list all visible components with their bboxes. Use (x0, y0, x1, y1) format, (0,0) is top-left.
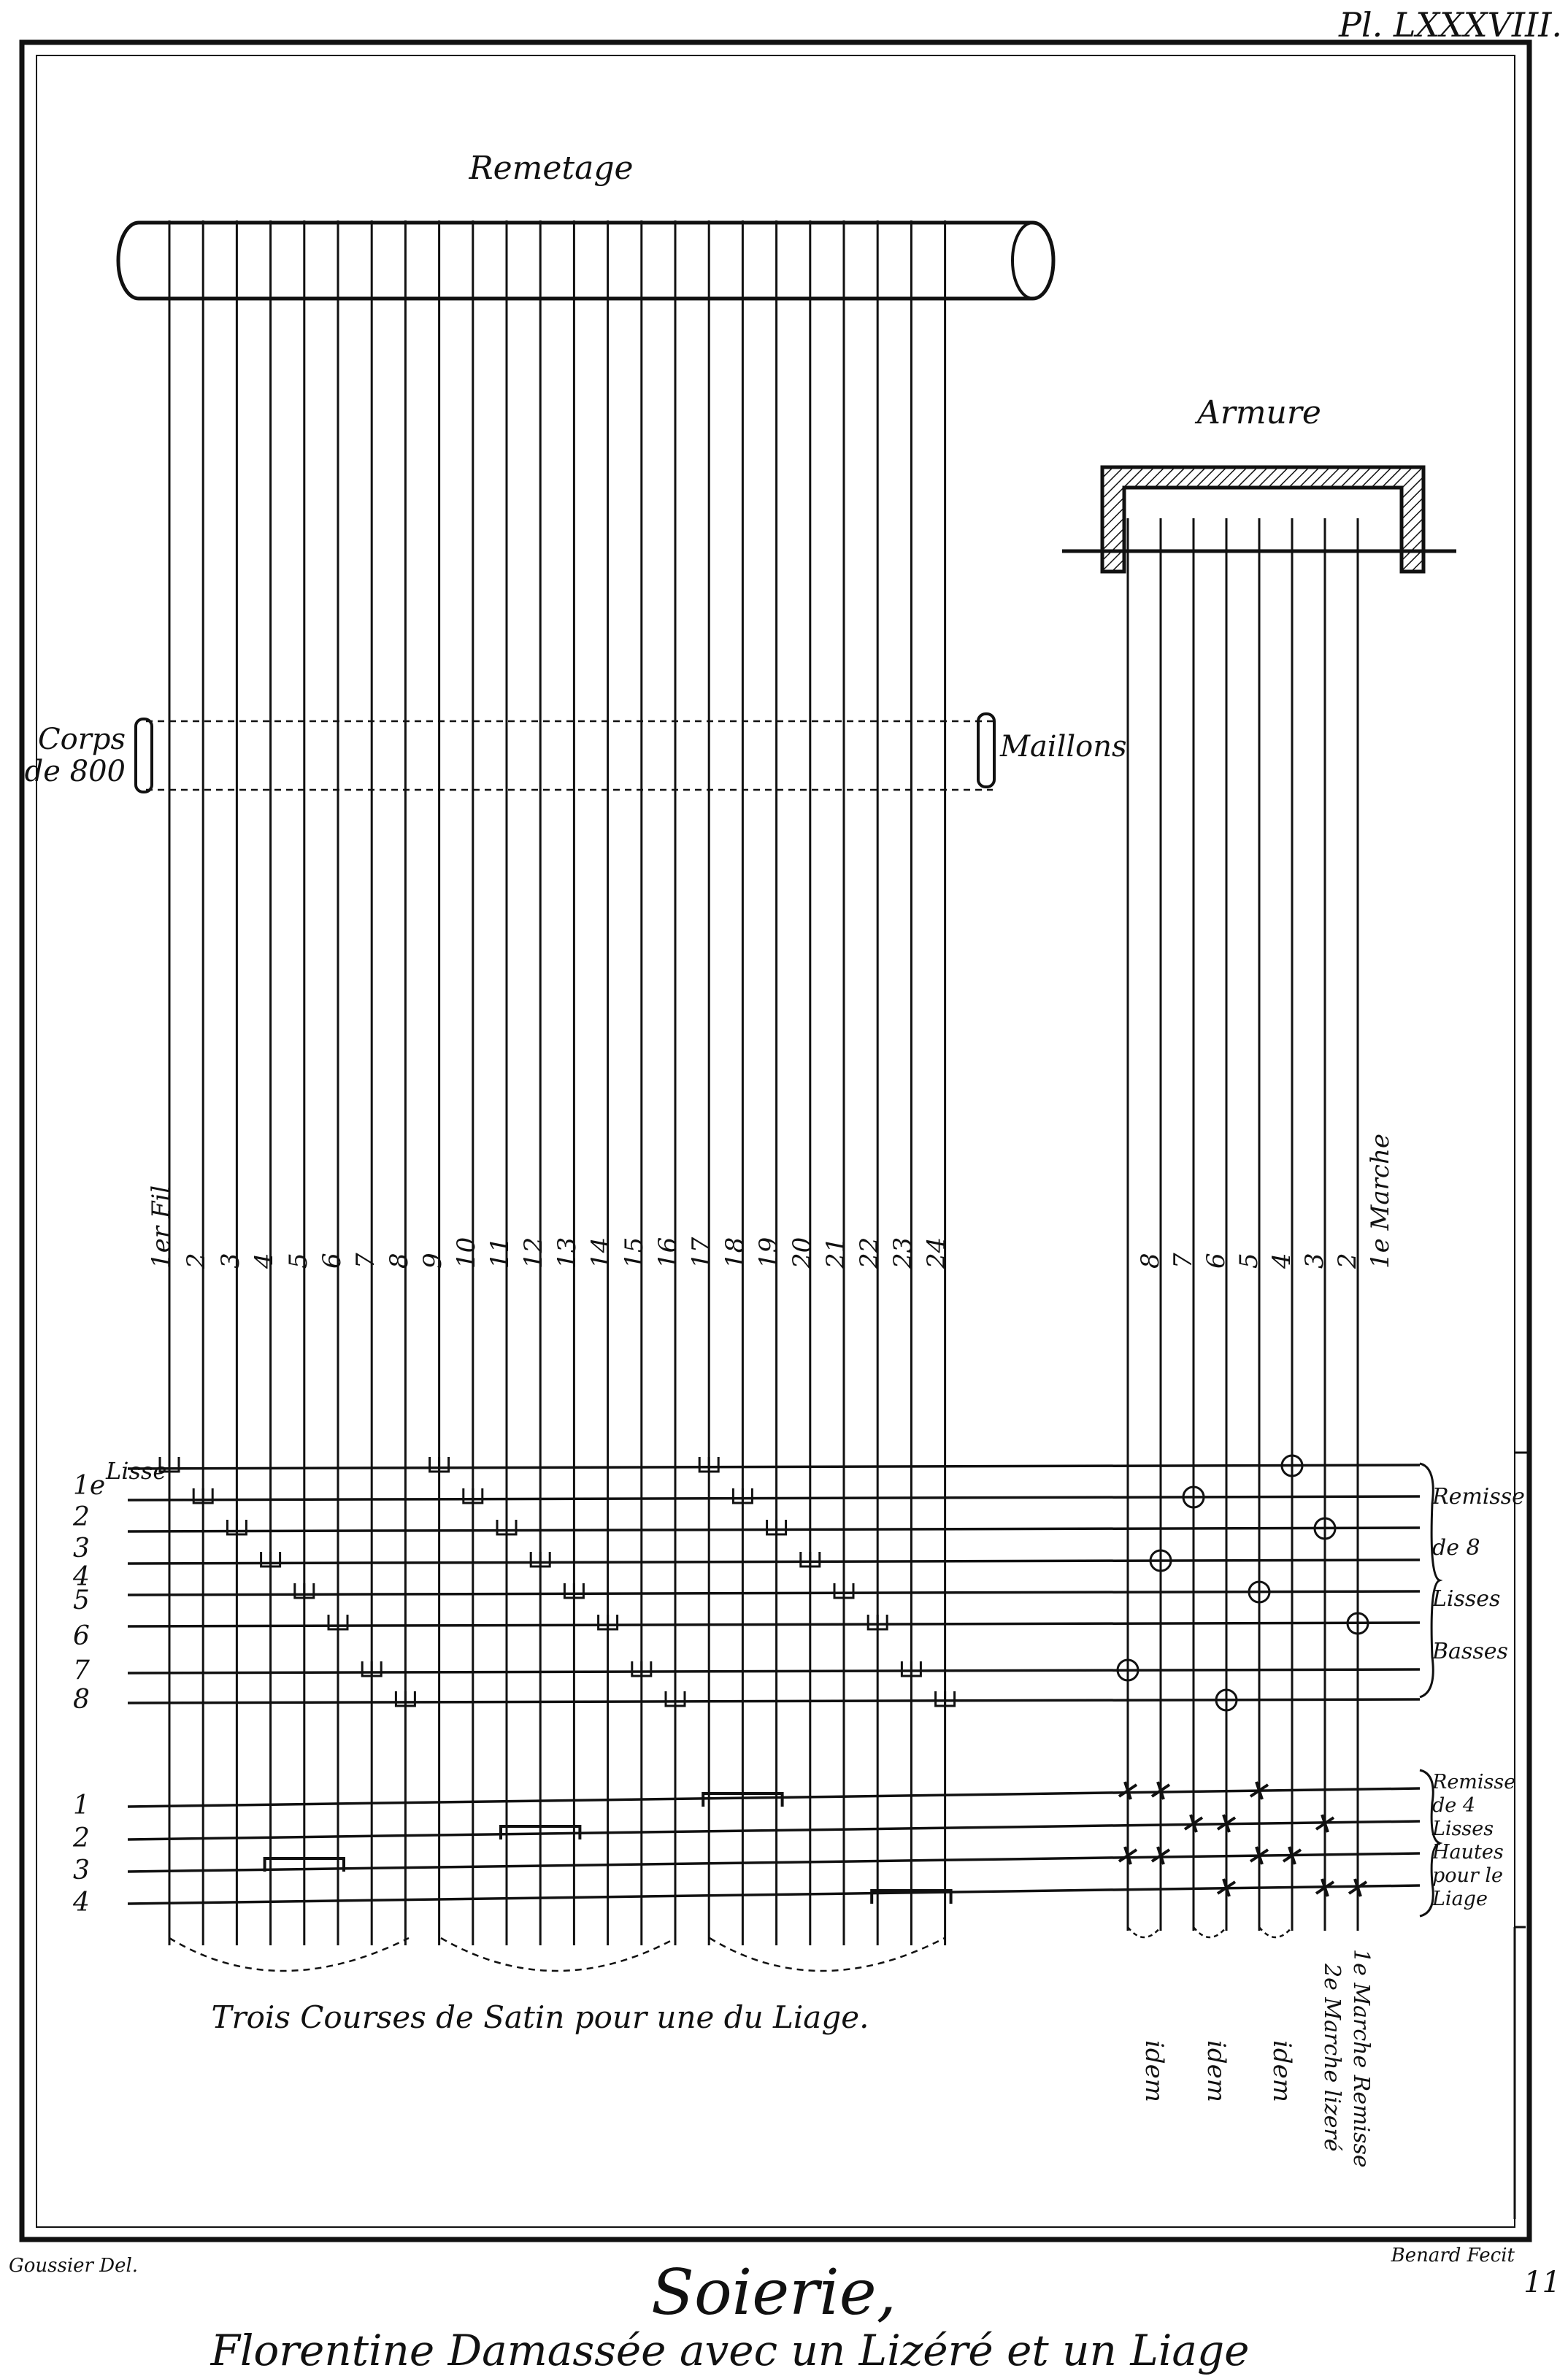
lisse-number-3: 3 (73, 1534, 90, 1564)
heddle-hook-23 (902, 1661, 921, 1676)
bottom-label-1: idem (1140, 2040, 1169, 2102)
mail-right (978, 714, 994, 787)
fil-label-17: 17 (687, 1237, 716, 1269)
remetage-title: Remetage (469, 150, 634, 187)
heddle-hook-9 (430, 1457, 449, 1472)
remisse-8-bracket (1420, 1464, 1525, 1697)
bottom-label-3: idem (1267, 2040, 1296, 2102)
heddle-hook-6 (328, 1615, 347, 1629)
heddle-hook-11 (497, 1520, 516, 1534)
fil-label-15: 15 (620, 1237, 649, 1269)
lisse-first-label: Lisse (106, 1457, 167, 1485)
heddle-hook-13 (564, 1583, 583, 1598)
plate-number: Pl. LXXXVIII. (1338, 5, 1562, 45)
marche-label-2: 2 (1333, 1253, 1362, 1269)
remisse-4-line-4: Hautes (1432, 1841, 1504, 1864)
corps-maillons (25, 714, 1127, 792)
fil-label-19: 19 (754, 1237, 783, 1269)
remisse-4-bracket (1420, 1770, 1515, 1916)
mail-left (136, 719, 152, 792)
bottom-marche-labels (1140, 1949, 1374, 2168)
fil-label-10: 10 (452, 1237, 481, 1269)
heddle-hook-8 (396, 1691, 415, 1706)
lisse-number-7: 7 (73, 1656, 90, 1685)
fil-label-7: 7 (351, 1253, 380, 1269)
corps-label: Corps (38, 723, 126, 756)
heddle-hook-20 (801, 1552, 820, 1566)
plate-subtitle: Florentine Damassée avec un Lizéré et un Liage (210, 2326, 1250, 2375)
heddle-hook-14 (599, 1615, 618, 1629)
fil-label-3: 3 (216, 1253, 245, 1269)
liage-number-4: 4 (73, 1888, 90, 1918)
fil-label-6: 6 (318, 1253, 347, 1269)
marche-label-6: 6 (1202, 1253, 1231, 1269)
lisse-number-1: 1e (73, 1471, 106, 1501)
lisse-number-4: 4 (73, 1562, 90, 1592)
marche-label-7: 7 (1169, 1253, 1198, 1269)
bottom-label-4: 2e Marche lizeré (1319, 1964, 1345, 2152)
corps-count-label: de 800 (24, 755, 126, 788)
heddle-hook-19 (767, 1520, 786, 1534)
courses-caption: Trois Courses de Satin pour une du Liage. (211, 1999, 869, 2035)
liage-number-2: 2 (73, 1823, 90, 1853)
heddle-hook-17 (699, 1457, 718, 1472)
remisse-4-line-2: de 4 (1432, 1794, 1476, 1817)
lisse-number-6: 6 (73, 1621, 90, 1651)
fil-label-8: 8 (385, 1253, 414, 1269)
fil-label-16: 16 (653, 1237, 683, 1269)
marche-label-3: 3 (1300, 1253, 1329, 1269)
armure-title: Armure (1197, 394, 1321, 431)
marche-label-4: 4 (1267, 1253, 1296, 1269)
heddle-hook-18 (733, 1488, 752, 1503)
lisse-numbers-liage (72, 1791, 90, 1918)
remisse-8-line-4: Basses (1432, 1639, 1508, 1664)
heddle-hook-12 (531, 1552, 550, 1566)
remisse-8-line-1: Remisse (1432, 1484, 1525, 1510)
marche-label-1: 1e Marche (1366, 1134, 1395, 1269)
warp-roller (118, 223, 1053, 299)
warp-threads (169, 220, 945, 1945)
engraved-by-credit: Benard Fecit (1391, 2245, 1515, 2267)
fil-label-9: 9 (418, 1253, 447, 1269)
fil-label-22: 22 (855, 1237, 884, 1269)
bottom-label-2: idem (1202, 2040, 1231, 2102)
fil-label-4: 4 (250, 1253, 279, 1269)
remisse-4-line-6: Liage (1432, 1888, 1488, 1910)
fil-label-12: 12 (519, 1237, 548, 1269)
lisse-number-2: 2 (73, 1502, 90, 1532)
marche-label-8: 8 (1136, 1253, 1165, 1269)
lisse-number-5: 5 (73, 1585, 90, 1615)
heddle-hook-16 (666, 1691, 685, 1706)
drawn-by-credit: Goussier Del. (9, 2255, 139, 2277)
fil-label-24: 24 (922, 1237, 951, 1269)
marche-label-5: 5 (1234, 1253, 1264, 1269)
fil-label-14: 14 (586, 1237, 615, 1269)
liage-number-1: 1 (73, 1791, 90, 1821)
maillons-label: Maillons (1000, 730, 1127, 764)
fil-labels (147, 1185, 951, 1269)
heddle-hook-22 (868, 1615, 887, 1629)
page-mark: 11 (1523, 2266, 1561, 2299)
heddle-hook-24 (936, 1691, 955, 1706)
remisse-4-line-3: Lisses (1432, 1818, 1494, 1840)
fil-label-21: 21 (821, 1237, 850, 1269)
remisse-4-line-1: Remisse (1432, 1771, 1516, 1793)
liage-number-3: 3 (73, 1856, 90, 1885)
lisse-numbers-satin (72, 1457, 166, 1715)
fil-label-1: 1er Fil (147, 1185, 176, 1269)
fil-label-11: 11 (485, 1237, 515, 1269)
heddle-hook-7 (362, 1661, 381, 1676)
armure-cords (1128, 518, 1358, 1931)
fil-label-13: 13 (553, 1237, 582, 1269)
lisse-number-8: 8 (73, 1685, 90, 1715)
heddle-hook-15 (632, 1661, 651, 1676)
remisse-8-line-2: de 8 (1432, 1535, 1480, 1561)
remisse-4-line-5: pour le (1432, 1864, 1504, 1887)
fil-label-23: 23 (888, 1237, 918, 1269)
fil-label-18: 18 (720, 1237, 750, 1269)
fil-label-20: 20 (788, 1237, 817, 1269)
bottom-label-5: 1e Marche Remisse (1348, 1949, 1374, 2168)
marche-labels (1136, 1134, 1395, 1269)
heddle-hook-10 (464, 1488, 483, 1503)
fil-label-2: 2 (182, 1253, 211, 1269)
heddle-hook-21 (834, 1583, 853, 1598)
plate-main-title: Soierie, (651, 2256, 896, 2329)
fil-label-5: 5 (284, 1253, 313, 1269)
remisse-8-line-3: Lisses (1432, 1586, 1501, 1612)
